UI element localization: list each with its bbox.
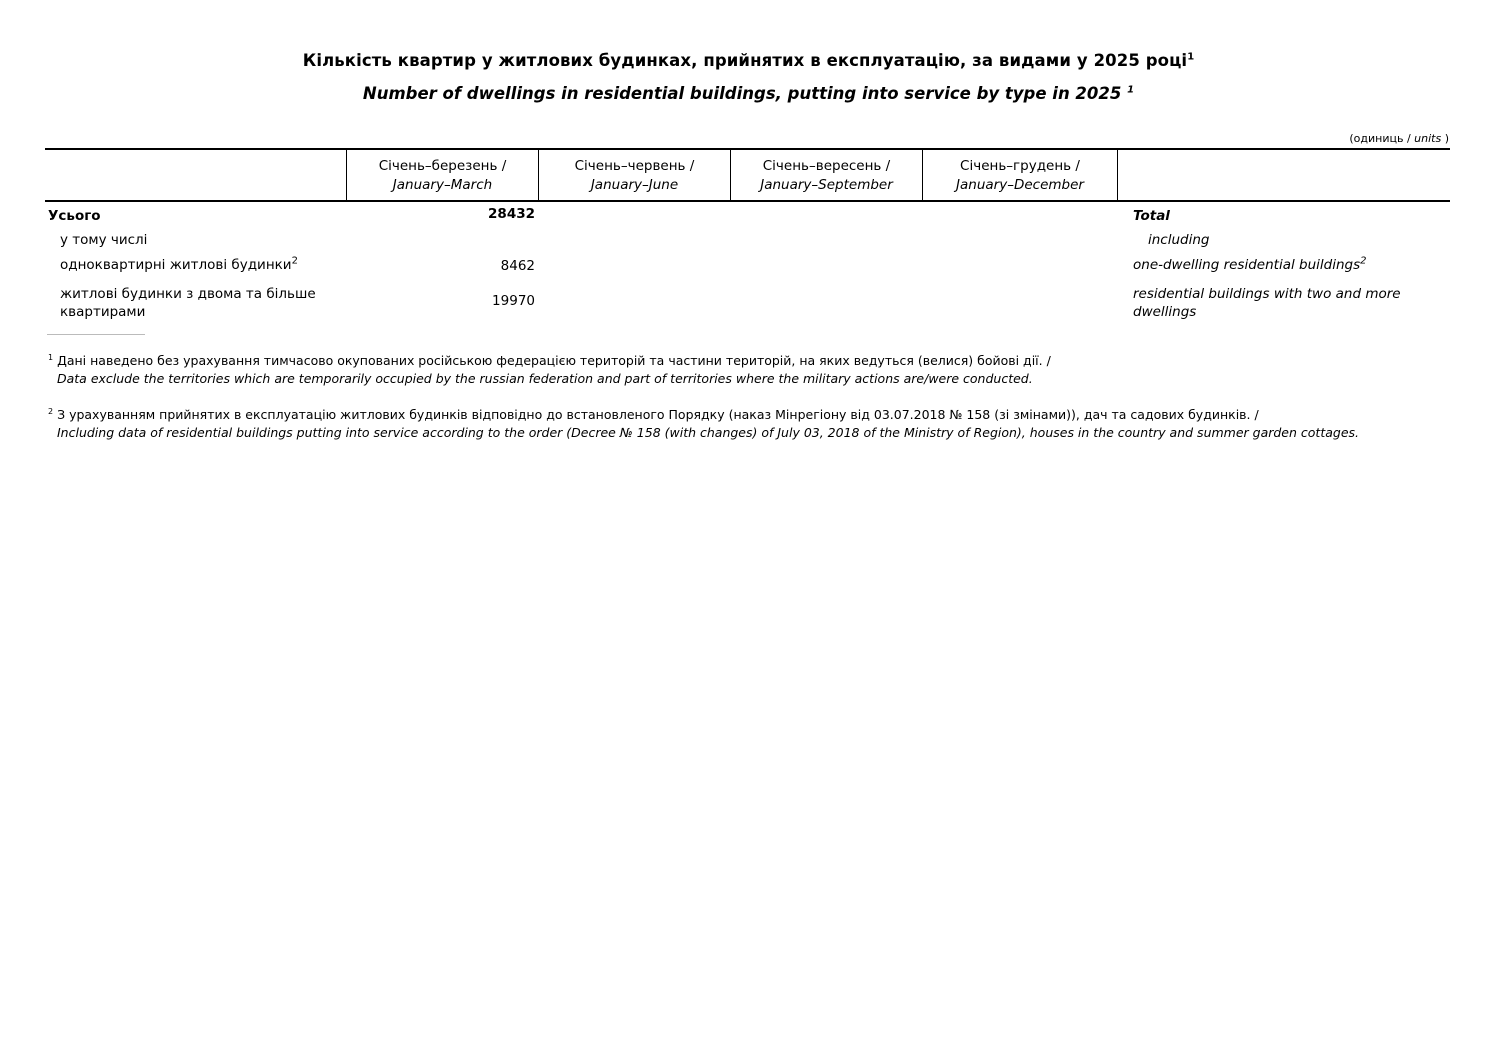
column-header-year xyxy=(923,157,1117,195)
footnote-en: Data exclude the territories which are temporarily occupied by the russian federation and part of territories where the military actions are/were conducted. xyxy=(57,371,1033,386)
table-cell-value: 8462 xyxy=(500,258,535,274)
column-header-uk: Січень–грудень / xyxy=(960,158,1080,174)
page-title-uk xyxy=(0,51,1497,70)
table-cell-value: 28432 xyxy=(488,206,535,222)
footnote-uk: З урахуванням прийнятих в експлуатацію житлових будинків відповідно до встановленого Порядку (наказ Мінрегіону від 03.07.2018 № 158 (зі змінами)), дач та садових будинків. / xyxy=(57,407,1259,422)
title-uk-text: Кількість квартир у житлових будинках, прийнятих в експлуатацію, за видами у 2025 році xyxy=(302,51,1188,70)
column-header-en: January–June xyxy=(590,177,679,193)
footnote-mark: 1 xyxy=(48,352,54,362)
table-header-rule xyxy=(45,200,1450,202)
row-label-en xyxy=(1133,256,1367,274)
row-label-en: including xyxy=(1148,232,1210,248)
column-header-uk: Січень–вересень / xyxy=(762,158,891,174)
title-en-text: Number of dwellings in residential buildings, putting into service by type in 2025 xyxy=(362,84,1122,103)
footnote-uk: Дані наведено без урахування тимчасово окупованих російською федерацією територій та частини територій, на яких ведуться (велися) бойові дії. / xyxy=(57,353,1051,368)
footnote-en: Including data of residential buildings putting into service according to the order (Decree № 158 (with changes) of July 03, 2018 of the Ministry of Region), houses in the country and summer garden cottages. xyxy=(57,425,1359,440)
table-cell-value: 19970 xyxy=(492,293,535,309)
column-header-en: January–December xyxy=(956,177,1084,193)
column-header-uk: Січень–червень / xyxy=(574,158,695,174)
row-label-uk: Усього xyxy=(48,208,101,224)
title-en-footnote-mark: 1 xyxy=(1127,84,1135,96)
column-header-en: January–March xyxy=(392,177,493,193)
row-label-en: residential buildings with two and more dwellings xyxy=(1133,286,1401,320)
footnote-mark: 2 xyxy=(291,255,298,267)
footnote-separator xyxy=(47,334,145,335)
units-close: ) xyxy=(1441,132,1449,145)
column-divider xyxy=(1117,149,1118,201)
page-title-en xyxy=(0,84,1497,103)
title-footnote-mark: 1 xyxy=(1187,51,1195,63)
column-header-9m xyxy=(731,157,922,195)
units-en: units xyxy=(1414,132,1442,145)
column-header-en: January–September xyxy=(760,177,893,193)
row-label-uk: у тому числі xyxy=(60,232,148,248)
footnote-2 xyxy=(48,406,1438,442)
row-label-uk-text: одноквартирні житлові будинки xyxy=(60,257,292,273)
column-header-h1 xyxy=(539,157,730,195)
row-label-en-text: one-dwelling residential buildings xyxy=(1133,257,1361,273)
units-uk: (одиниць / xyxy=(1349,132,1415,145)
footnote-mark: 2 xyxy=(1360,255,1367,267)
units-note xyxy=(1349,132,1449,145)
column-header-q1 xyxy=(347,157,538,195)
table-top-rule xyxy=(45,148,1450,150)
footnote-1 xyxy=(48,352,1438,388)
column-header-uk: Січень–березень / xyxy=(378,158,507,174)
row-label-en: Total xyxy=(1133,208,1170,224)
footnote-mark: 2 xyxy=(48,406,54,416)
row-label-uk xyxy=(60,256,298,274)
row-label-uk: житлові будинки з двома та більше квартирами xyxy=(60,286,316,320)
